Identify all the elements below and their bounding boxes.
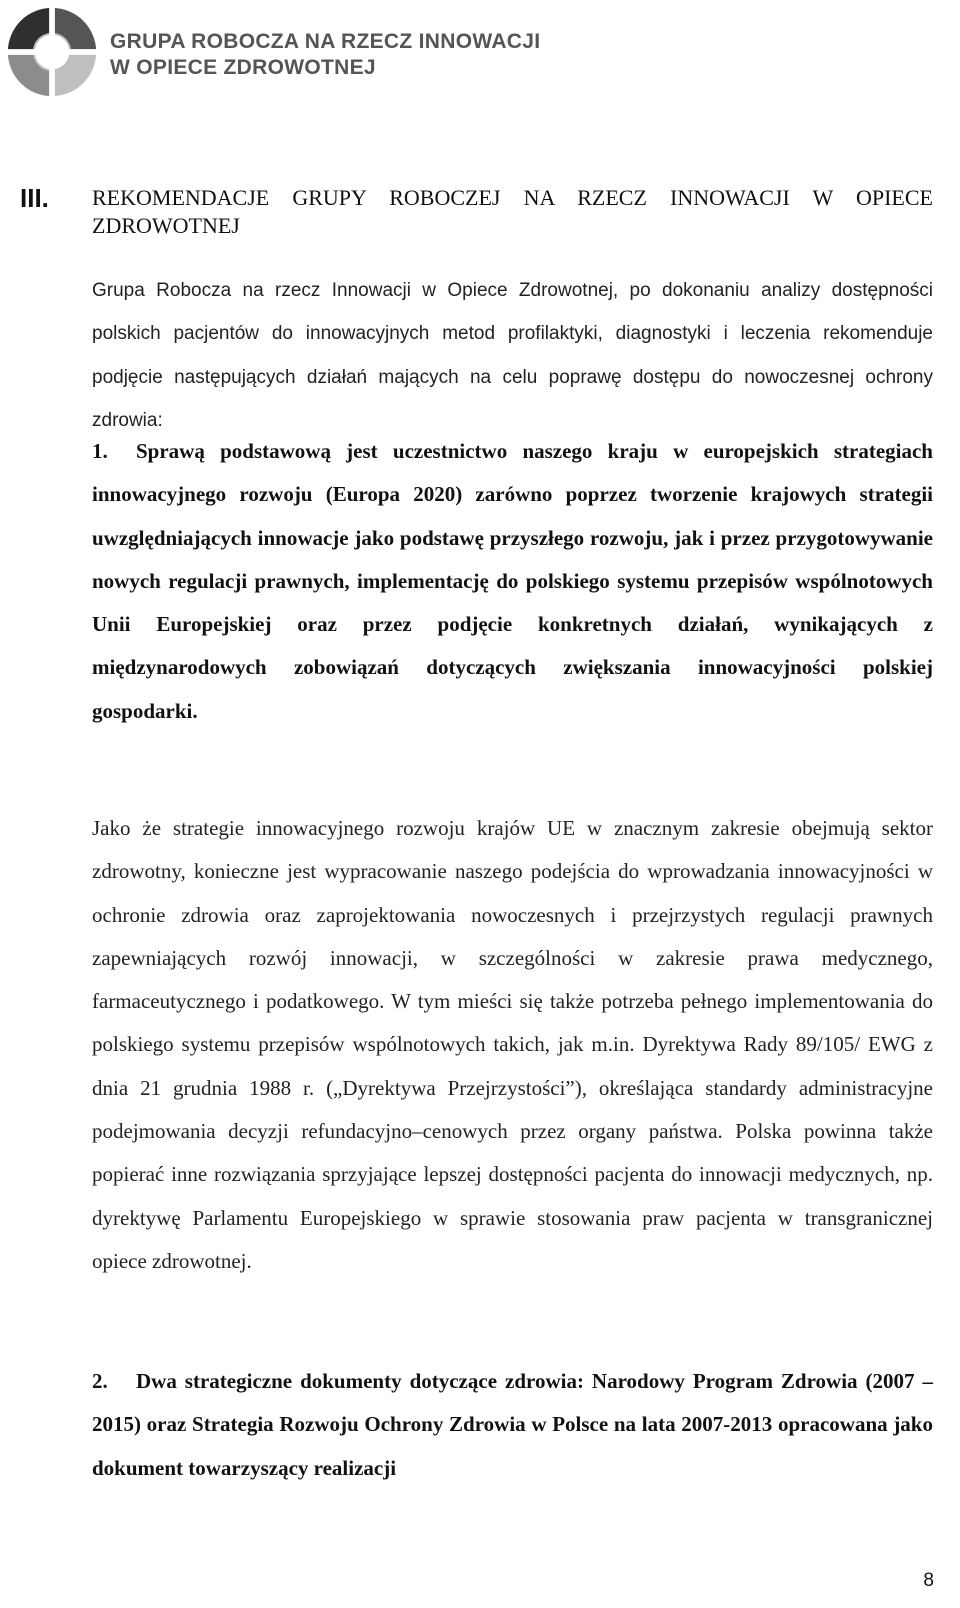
logo-title-line1: GRUPA ROBOCZA NA RZECZ INNOWACJI [110, 30, 541, 53]
page-number: 8 [923, 1570, 934, 1591]
intro-paragraph: Grupa Robocza na rzecz Innowacji w Opiece Zdrowotnej, po dokonaniu analizy dostępności polskich pacjentów do innowacyjnych metod profilaktyki, diagnostyki i leczenia rekomenduje podjęcie następujących działań mających na celu poprawę dostępu do nowoczesnej ochrony zdrowia: [92, 280, 933, 431]
logo-title-line2: W OPIECE ZDROWOTNEJ [110, 56, 376, 79]
body-paragraph: Jako że strategie innowacyjnego rozwoju krajów UE w znacznym zakresie obejmują sektor zdrowotny, konieczne jest wypracowanie naszego podejścia do wprowadzania innowacyjności w ochronie zdrowia oraz zaprojektowania nowoczesnych i przejrzystych regulacji prawnych zapewniających rozwój innowacji, w szczególności w zakresie prawa medycznego, farmaceutycznego i podatkowego. W tym mieści się także potrzeba pełnego implementowania do polskiego systemu przepisów wspólnotowych takich, jak m.in. Dyrektywa Rady 89/105/ EWG z dnia 21 grudnia 1988 r. („Dyrektywa Przejrzystości”), określająca standardy administracyjne podejmowania decyzji refundacyjno–cenowych przez organy państwa. Polska powinna także popierać inne rozwiązania sprzyjające lepszej dostępności pacjenta do innowacji medycznych, np. dyrektywę Parlamentu Europejskiego w sprawie stosowania praw pacjenta w transgranicznej opiece zdrowotnej. [92, 816, 933, 1273]
section-heading: REKOMENDACJE GRUPY ROBOCZEJ NA RZECZ INNOWACJI W OPIECE ZDROWOTNEJ [92, 185, 933, 238]
logo-gap-v [49, 4, 55, 100]
recommendation-2 [92, 1360, 933, 1490]
recommendation-1 [92, 430, 933, 733]
recommendation-2-text: Dwa strategiczne dokumenty dotyczące zdrowia: Narodowy Program Zdrowia (2007 – 2015) oraz Strategia Rozwoju Ochrony Zdrowia w Polsce na lata 2007-2013 opracowana jako dokument towarzyszący realizacji [92, 1369, 933, 1480]
organization-logo [4, 4, 100, 100]
recommendation-1-number: 1. [92, 439, 108, 463]
recommendation-2-number: 2. [92, 1369, 108, 1393]
section-number: III. [20, 183, 49, 213]
recommendation-1-text: Sprawą podstawową jest uczestnictwo naszego kraju w europejskich strategiach innowacyjnego rozwoju (Europa 2020) zarówno poprzez tworzenie krajowych strategii uwzględniających innowacje jako podstawę przyszłego rozwoju, jak i przez przygotowywanie nowych regulacji prawnych, implementację do polskiego systemu przepisów wspólnotowych Unii Europejskiej oraz przez podjęcie konkretnych działań, wynikających z międzynarodowych zobowiązań dotyczących zwiększania innowacyjności polskiej gospodarki. [92, 439, 933, 723]
